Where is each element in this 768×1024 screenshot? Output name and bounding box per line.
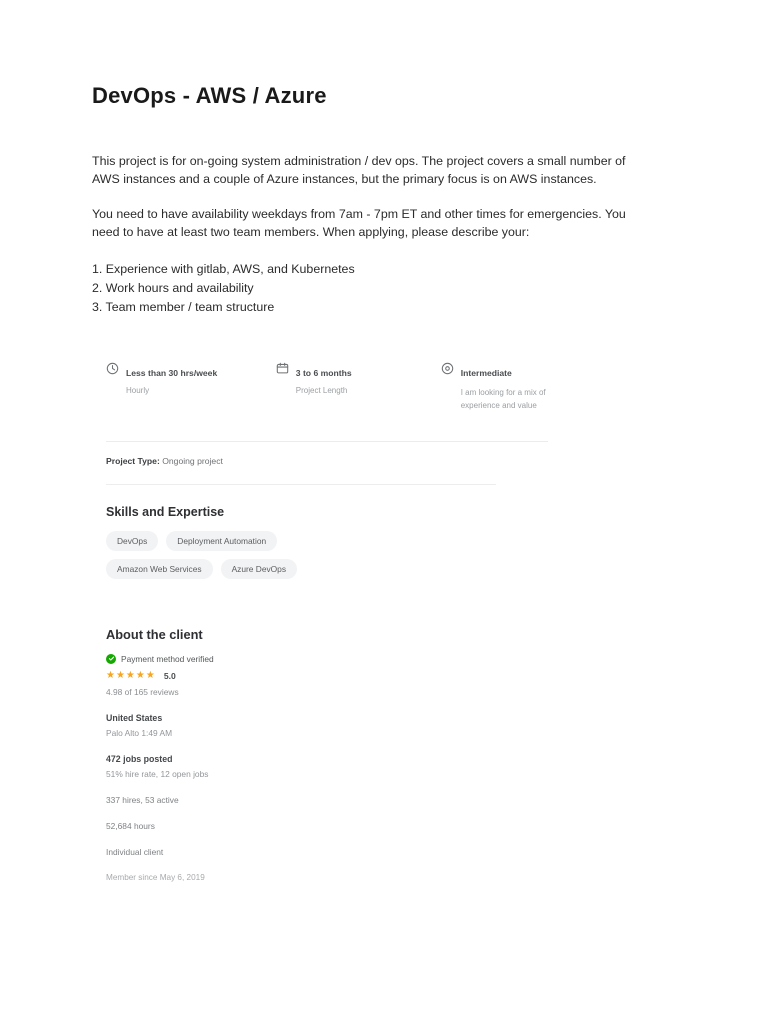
client-jobs-posted: 472 jobs posted [106,753,173,764]
skills-heading: Skills and Expertise [106,504,225,519]
reviews-count: 4.98 of 165 reviews [106,686,179,697]
list-item: 3. Team member / team structure [92,299,275,314]
project-type-row [92,442,562,466]
job-details-card [92,347,562,882]
job-fact-length-sub: Project Length [295,385,348,395]
client-hours: 52,684 hours [106,820,155,831]
job-fact-level-label: Intermediate [460,368,512,379]
project-type-value: Ongoing project [162,455,223,466]
star-rating-icon: ★★★★★ [106,669,156,681]
skills-chip-list [92,519,386,579]
clock-icon [106,362,119,375]
client-country: United States [106,712,163,723]
check-icon [106,654,116,664]
client-location-block [106,713,406,738]
skill-chip[interactable]: Azure DevOps [221,559,297,579]
skill-chip[interactable]: Amazon Web Services [106,559,213,579]
job-fact-hours [106,361,276,413]
calendar-icon [276,362,289,375]
client-hires: 337 hires, 53 active [106,794,179,805]
level-icon [441,362,454,375]
job-fact-level [441,361,562,413]
job-fact-hours-label: Less than 30 hrs/week [126,368,218,379]
availability-paragraph: You need to have availability weekdays from 7am - 7pm ET and other times for emergencies. You need to have at least two team members. When applying, please describe your: [92,206,626,239]
skill-chip[interactable]: Deployment Automation [166,531,277,551]
payment-verified-label: Payment method verified [121,653,214,664]
rating-row [106,671,406,681]
about-client-section [92,627,406,882]
intro-paragraph: This project is for on-going system administration / dev ops. The project covers a small number of AWS instances and a couple of Azure instances, but the primary focus is on AWS instances. [92,153,626,186]
job-fact-hours-sub: Hourly [126,385,150,395]
skill-chip[interactable]: DevOps [106,531,158,551]
rating-value: 5.0 [163,670,176,681]
project-type-label: Project Type: [106,455,160,466]
job-facts-row [92,347,562,419]
job-fact-level-sub: I am looking for a mix of experience and value [460,387,546,411]
payment-verified-row [106,654,406,664]
job-fact-length [276,361,441,413]
client-member-since: Member since May 6, 2019 [106,872,205,882]
requirements-list [92,260,676,318]
client-local-time: Palo Alto 1:49 AM [106,727,173,738]
list-item: 1. Experience with gitlab, AWS, and Kubernetes [92,261,355,276]
client-hire-rate: 51% hire rate, 12 open jobs [106,768,209,779]
page-title: DevOps - AWS / Azure [92,83,327,108]
client-jobs-block [106,754,406,779]
about-client-heading: About the client [106,626,203,642]
list-item: 2. Work hours and availability [92,280,254,295]
job-fact-length-label: 3 to 6 months [295,368,352,379]
client-type: Individual client [106,846,164,857]
